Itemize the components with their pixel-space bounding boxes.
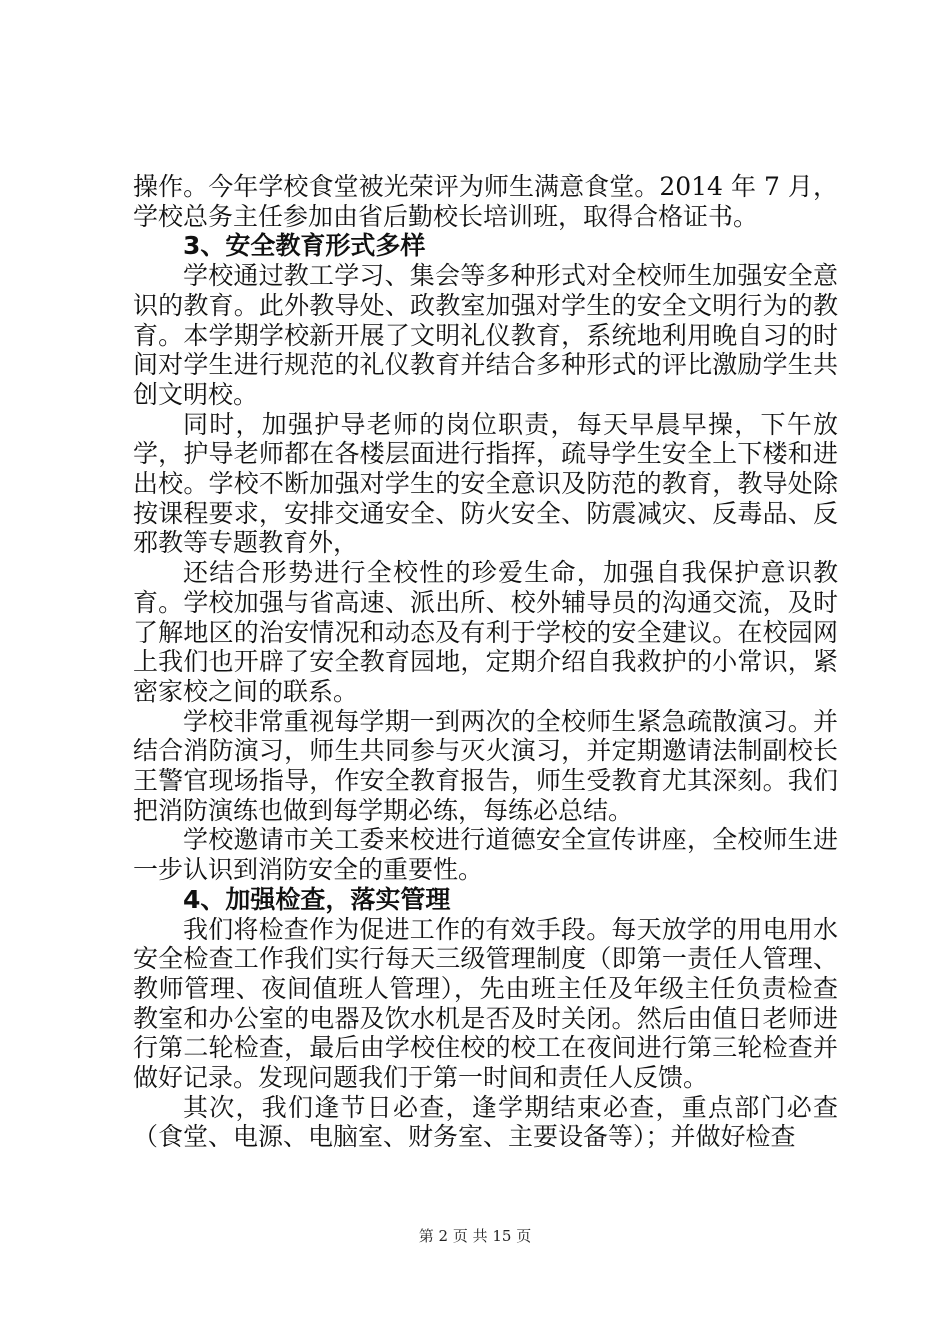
paragraph: 同时，加强护导老师的岗位职责，每天早晨早操，下午放学，护导老师都在各楼层面进行指挥，疏导学生安全上下楼和进出校。学校不断加强对学生的安全意识及防范的教育，教导处除按课程要求，安排交通安全、防火安全、防震减灾、反毒品、反邪教等专题教育外， (133, 409, 838, 558)
paragraph: 学校非常重视每学期一到两次的全校师生紧急疏散演习。并结合消防演习，师生共同参与灭火演习，并定期邀请法制副校长王警官现场指导，作安全教育报告，师生受教育尤其深刻。我们把消防演练也做到每学期必练，每练必总结。 (133, 706, 838, 825)
paragraph: 其次，我们逢节日必查，逢学期结束必查，重点部门必查（食堂、电源、电脑室、财务室、主要设备等）；并做好检查 (133, 1092, 838, 1152)
page-number-footer: 第 2 页 共 15 页 (418, 1227, 532, 1245)
paragraph: 学校通过教工学习、集会等多种形式对全校师生加强安全意识的教育。此外教导处、政教室加强对学生的安全文明行为的教育。本学期学校新开展了文明礼仪教育，系统地利用晚自习的时间对学生进行规范的礼仪教育并结合多种形式的评比激励学生共创文明校。 (133, 261, 838, 409)
paragraph: 学校邀请市关工委来校进行道德安全宣传讲座，全校师生进一步认识到消防安全的重要性。 (133, 825, 838, 885)
section-heading-3: 3、安全教育形式多样 (183, 231, 426, 261)
section-heading-4: 4、加强检查，落实管理 (183, 884, 451, 914)
document-body (133, 172, 838, 1152)
paragraph: 我们将检查作为促进工作的有效手段。每天放学的用电用水安全检查工作我们实行每天三级管理制度（即第一责任人管理、教师管理、夜间值班人管理），先由班主任及年级主任负责检查教室和办公室的电器及饮水机是否及时关闭。然后由值日老师进行第二轮检查，最后由学校住校的校工在夜间进行第三轮检查并做好记录。发现问题我们于第一时间和责任人反馈。 (133, 914, 838, 1093)
paragraph: 还结合形势进行全校性的珍爱生命，加强自我保护意识教育。学校加强与省高速、派出所、校外辅导员的沟通交流，及时了解地区的治安情况和动态及有利于学校的安全建议。在校园网上我们也开辟了安全教育园地，定期介绍自我救护的小常识，紧密家校之间的联系。 (133, 558, 838, 706)
paragraph-continuation: 操作。今年学校食堂被光荣评为师生满意食堂。2014 年 7 月，学校总务主任参加由省后勤校长培训班，取得合格证书。 (133, 172, 838, 231)
